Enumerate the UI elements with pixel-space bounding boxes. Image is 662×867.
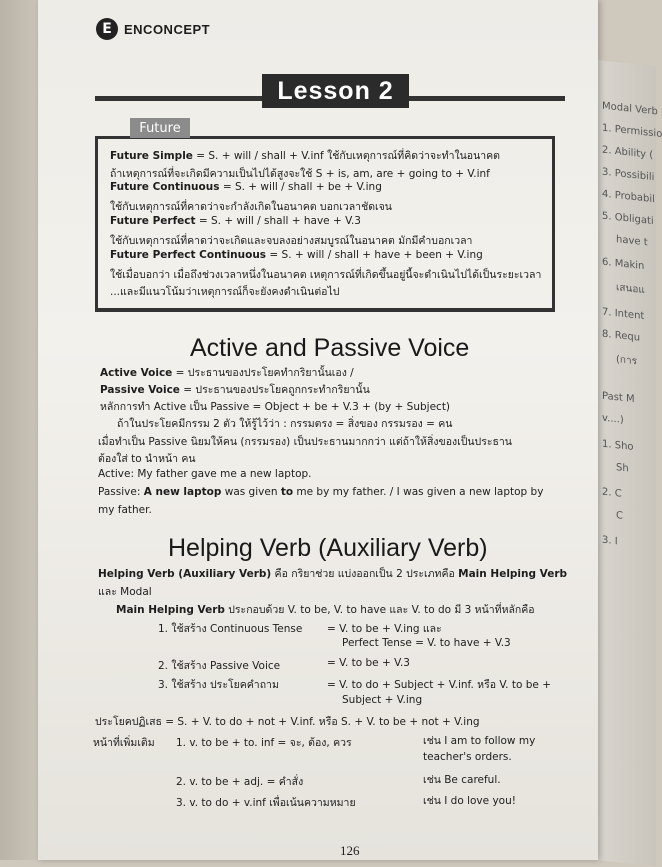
use-right: = V. to be + V.ing และ [327, 623, 442, 635]
extra-right: teacher's orders. [423, 751, 512, 763]
side-text: have t [616, 234, 648, 249]
side-text: 4. Probabil [602, 188, 655, 206]
side-text: 3. Possibili [602, 166, 655, 184]
future-text: ใช้กับเหตุการณ์ที่คาดว่าจะกำลังเกิดในอนาคต บอกเวลาชัดเจน [110, 201, 392, 213]
lesson-title: Lesson 2 [262, 74, 409, 108]
future-text: ...และมีแนวโน้มว่าเหตุการณ์ก็จะยังคงดำเนินต่อไป [110, 286, 340, 298]
side-text: C [616, 510, 623, 522]
future-tab: Future [130, 118, 190, 138]
future-line [110, 181, 382, 193]
side-text: (การ [616, 354, 637, 368]
extra-right: เช่น Be careful. [423, 774, 501, 786]
use-left: 2. ใช้สร้าง Passive Voice [158, 660, 281, 672]
side-text: 2. C [602, 486, 622, 500]
helping-verb-heading: Helping Verb (Auxiliary Verb) [168, 534, 488, 562]
side-text: 6. Makin [602, 256, 645, 273]
side-text: 2. Ability ( [602, 144, 654, 162]
passive-example-line2: my father. [98, 504, 152, 516]
future-line [110, 147, 500, 164]
extra-left: 1. v. to be + to. inf = จะ, ต้อง, ควร [176, 737, 352, 749]
use-right: Perfect Tense = V. to have + V.3 [342, 637, 511, 649]
extra-left: 3. v. to do + v.inf เพื่อเน้นความหมาย [176, 797, 356, 809]
future-text: ใช้กับเหตุการณ์ที่คาดว่าจะเกิดและจบลงอย่างสมบูรณ์ในอนาคต มักมีคำบอกเวลา [110, 235, 473, 247]
future-line [110, 266, 541, 283]
extra-left: 2. v. to be + adj. = คำสั่ง [176, 776, 304, 788]
future-line [110, 232, 472, 249]
active-passive-heading: Active and Passive Voice [190, 334, 470, 362]
passive-def: Passive Voice = ประธานของประโยคถูกกระทำกริยานั้น [100, 384, 370, 396]
future-line [110, 215, 361, 227]
side-text: 8. Requ [602, 328, 641, 344]
brand-logo-icon: E [96, 18, 118, 40]
active-def: Active Voice = ประธานของประโยคทำกริยานั้นเอง / [100, 367, 354, 379]
side-text: Modal Verb [602, 100, 658, 118]
extra-label: หน้าที่เพิ่มเติม [93, 737, 155, 749]
brand-name: ENCONCEPT [124, 21, 211, 37]
side-text: 1. Permissio [602, 122, 662, 140]
use-right: Subject + V.ing [342, 694, 423, 706]
side-text: เสนอแ [616, 282, 645, 297]
passive-note: ต้องใส่ to นำหน้า คน [98, 453, 196, 465]
negative-rule: ประโยคปฏิเสธ = S. + V. to do + not + V.inf. หรือ S. + V. to be + not + V.ing [95, 716, 480, 728]
future-text: = S. + will / shall + be + V.ing [219, 181, 382, 193]
future-text: ใช้เมื่อบอกว่า เมื่อถึงช่วงเวลาหนึ่งในอนาคต เหตุการณ์ที่เกิดขึ้นอยู่นี้จะดำเนินไปได้เป็นระยะเวลา [110, 269, 542, 281]
passive-note: ถ้าในประโยคมีกรรม 2 ตัว ให้รู้ไว้ว่า : กรรมตรง = สิ่งของ กรรมรอง = คน [117, 418, 453, 430]
passive-example: Passive: A new laptop was given to me by my father. / I was given a new laptop by [98, 486, 544, 498]
page-number: 126 [340, 843, 360, 858]
helping-verb-intro-line2: และ Modal [98, 586, 152, 598]
use-left: 1. ใช้สร้าง Continuous Tense [158, 623, 303, 635]
helping-verb-intro: Helping Verb (Auxiliary Verb) คือ กริยาช่วย แบ่งออกเป็น 2 ประเภทคือ Main Helping Verb [98, 568, 568, 580]
side-text: 1. Sho [602, 438, 634, 453]
passive-note: เมื่อทำเป็น Passive นิยมให้คน (กรรมรอง) เป็นประธานมากกว่า แต่ถ้าให้สิ่งของเป็นประธาน [98, 436, 512, 448]
future-text: = S. + will / shall + V.inf ใช้กับเหตุการณ์ที่คิดว่าจะทำในอนาคต [192, 150, 500, 162]
use-left: 3. ใช้สร้าง ประโยคคำถาม [158, 679, 279, 691]
active-example: Active: My father gave me a new laptop. [98, 468, 312, 480]
extra-right: เช่น I do love you! [423, 795, 516, 807]
future-line [110, 283, 339, 300]
future-label: Future Perfect Continuous [110, 249, 267, 261]
side-text: 3. I [602, 534, 618, 548]
main-helping-verb: Main Helping Verb ประกอบด้วย V. to be, V. to have และ V. to do มี 3 หน้าที่หลักคือ [116, 604, 535, 616]
future-label: Future Simple [110, 150, 193, 162]
side-text: v....) [602, 412, 624, 426]
future-line [110, 198, 392, 215]
side-text: 5. Obligati [602, 210, 654, 228]
use-right: = V. to do + Subject + V.inf. หรือ V. to be + [327, 679, 552, 691]
use-right: = V. to be + V.3 [327, 657, 410, 669]
side-text: 7. Intent [602, 306, 645, 323]
future-label: Future Continuous [110, 181, 220, 193]
brand [96, 18, 210, 40]
future-line [110, 249, 483, 261]
side-text: Past M [602, 390, 635, 406]
future-text: = S. + will / shall + have + been + V.ing [266, 249, 483, 261]
future-text: = S. + will / shall + have + V.3 [195, 215, 361, 227]
extra-right: เช่น I am to follow my [423, 735, 536, 747]
future-line [110, 165, 490, 182]
adjacent-page [596, 60, 662, 866]
side-text: Sh [616, 462, 629, 475]
future-label: Future Perfect [110, 215, 196, 227]
future-text: ถ้าเหตุการณ์ที่จะเกิดมีความเป็นไปได้สูงจะใช้ S + is, am, are + going to + V.inf [110, 168, 490, 180]
passive-rule: หลักการทำ Active เป็น Passive = Object + be + V.3 + (by + Subject) [100, 401, 451, 413]
